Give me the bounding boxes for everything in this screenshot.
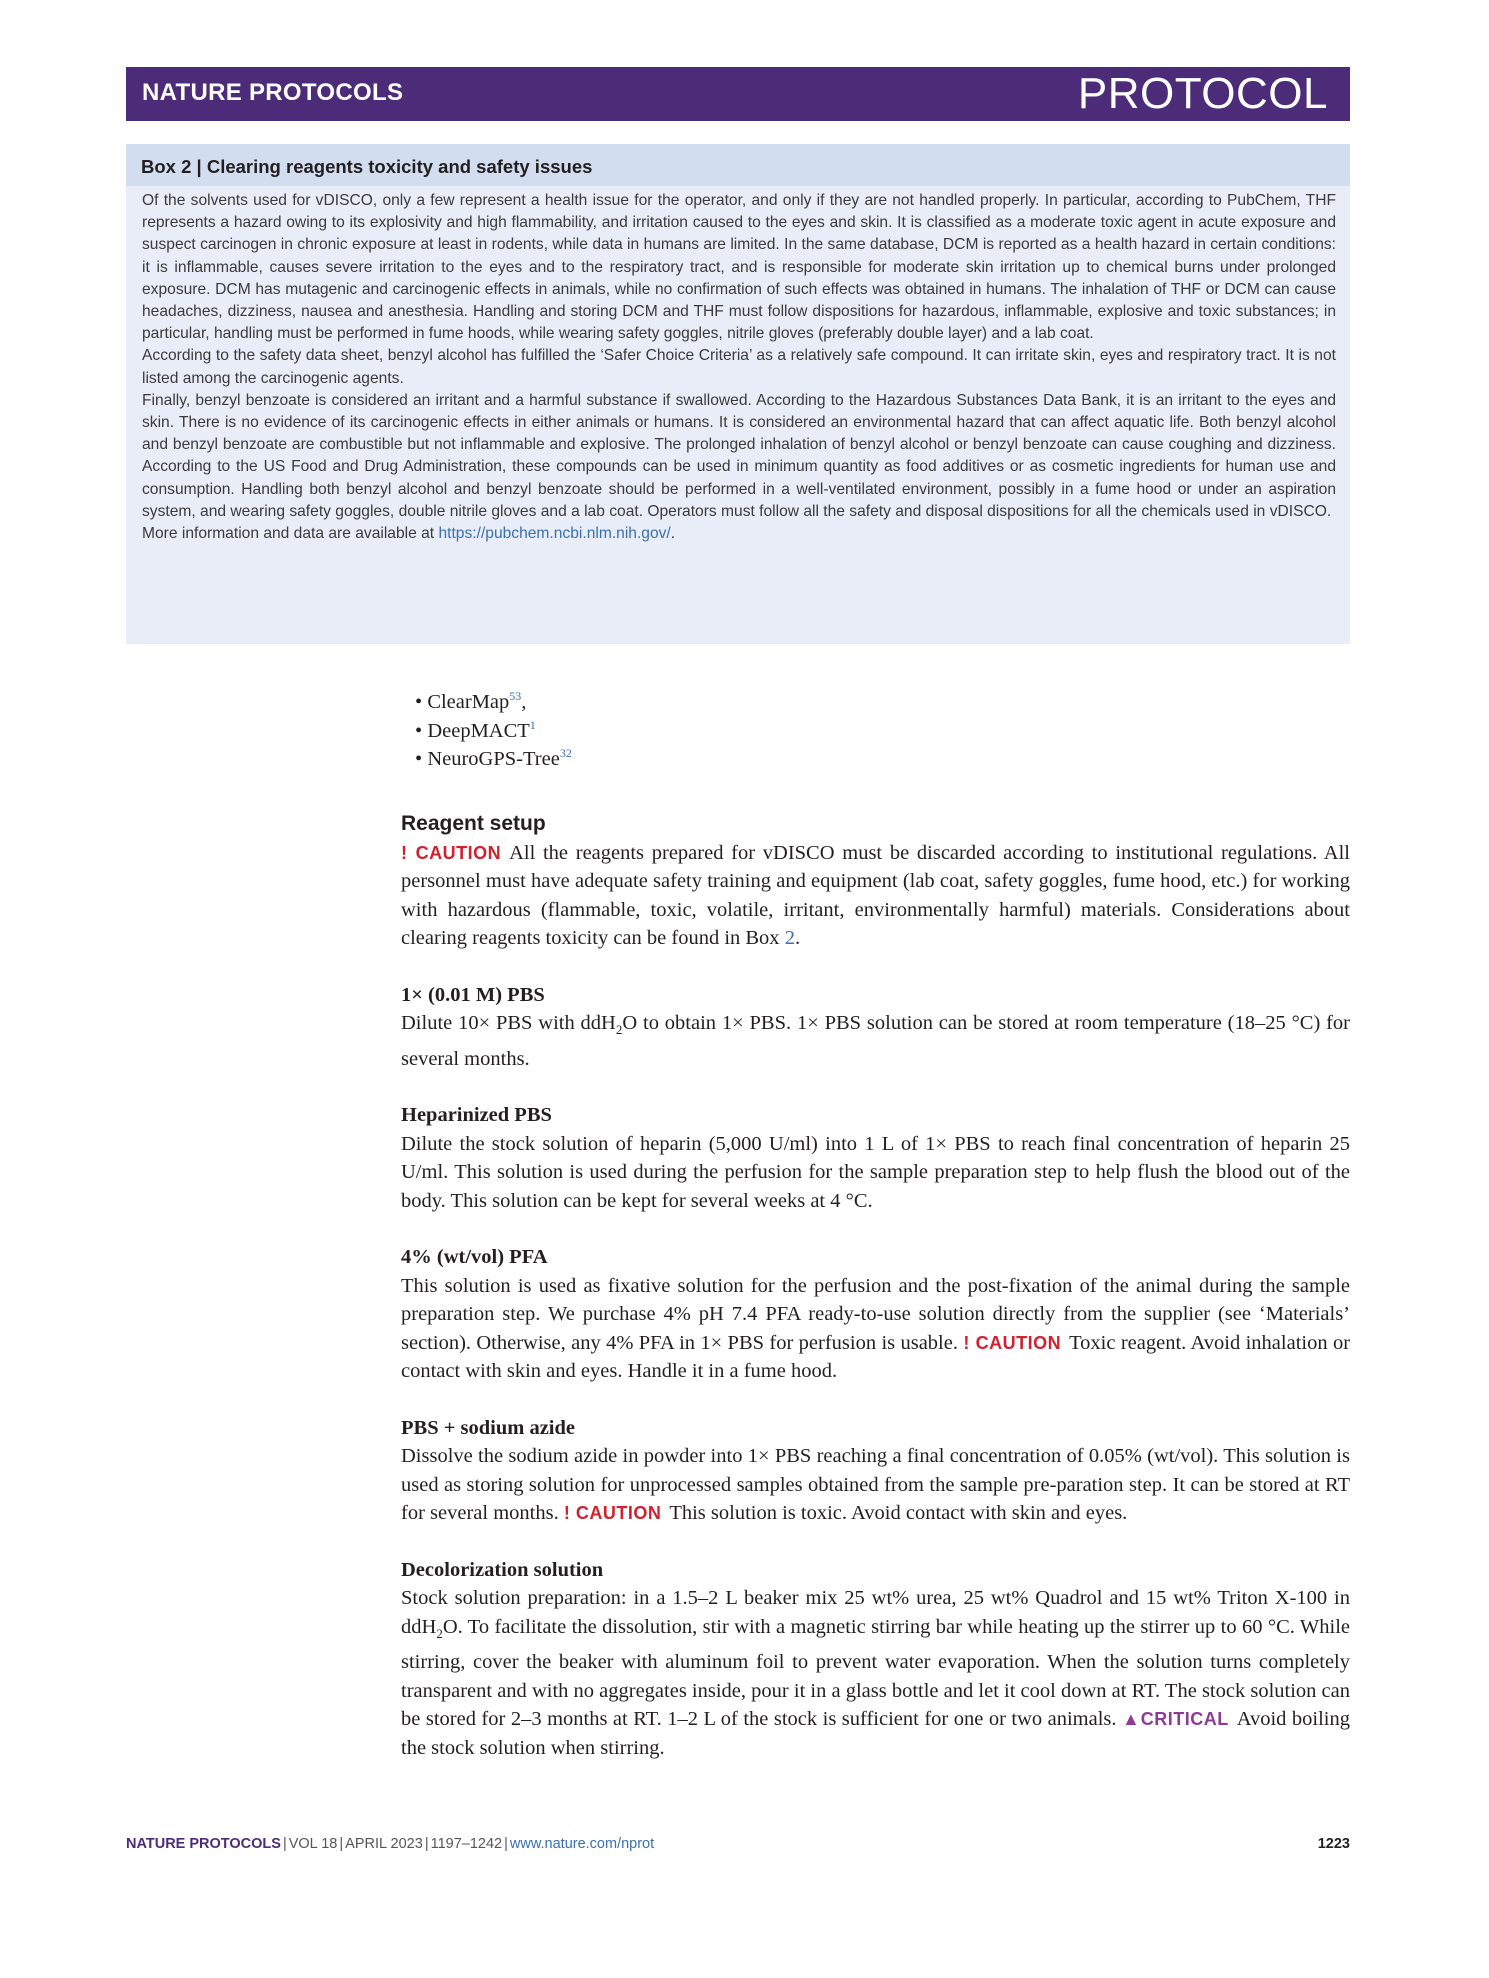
caution-label: ! CAUTION [401, 842, 502, 863]
reagent-title: Heparinized PBS [401, 1104, 552, 1127]
caution-label: ! CAUTION [563, 1503, 662, 1524]
list-item [415, 745, 1350, 774]
reagent-text-part: Dilute 10× PBS with ddH [401, 1012, 616, 1034]
box-paragraph: Of the solvents used for vDISCO, only a few represent a health issue for the operator, and only if they are not handled properly. In particular, according to PubChem, THF represents a hazard owing to its explosivity and high flammability, and irritation caused to the eyes and skin. It is classified as a moderate toxic agent in acute exposure and suspect carcinogen in chronic exposure at least in rodents, while data in humans are limited. In the same database, DCM is reported as a health hazard in certain conditions: it is inflammable, causes severe irritation to the eyes and to the respiratory tract, and is responsible for moderate skin irritation up to chemical burns under prolonged exposure. DCM has mutagenic and carcinogenic effects in animals, while no confirmation of such effects was obtained in humans. The inhalation of THF or DCM can cause headaches, dizziness, nausea and anesthesia. Handling and storing DCM and THF must follow dispositions for hazardous, inflammable, explosive and toxic substances; in particular, handling must be performed in fume hoods, while wearing safety goggles, nitrile gloves (preferably double layer) and a lab coat. [142, 192, 1336, 343]
list-punctuation: , [521, 691, 527, 713]
reagent-title: 1× (0.01 M) PBS [401, 983, 545, 1006]
software-name: ClearMap [427, 691, 510, 713]
caution-label: ! CAUTION [963, 1332, 1062, 1353]
article-type: PROTOCOL [1077, 69, 1328, 118]
list-item [415, 688, 1350, 717]
reagent-intro [401, 839, 1350, 953]
footer-url-link[interactable]: www.nature.com/nprot [509, 1836, 655, 1852]
caution-text: Toxic reagent. Avoid inhalation or contact with skin and eyes. Handle it in a fume hood. [401, 1331, 1351, 1383]
footer-separator: | [424, 1836, 429, 1852]
reagent-title: Decolorization solution [401, 1558, 604, 1581]
box-reference-link[interactable]: 2 [784, 927, 795, 949]
reagent-text [401, 1442, 1350, 1528]
reagent-text-part: O to obtain 1× PBS. 1× PBS solution can be stored at room temperature (18–25 °C) for several months. [401, 1012, 1351, 1070]
reagent-text-part: This solution is used as fixative solution for the perfusion and the post-fixation of the animal during the sample preparation step. We purchase 4% pH 7.4 PFA ready-to-use solution directly from the supplier (see ‘Materials’ section). Otherwise, any 4% PFA in 1× PBS for perfusion is usable. [401, 1274, 1350, 1354]
reagent-title: PBS + sodium azide [401, 1416, 575, 1439]
reagent-text-part: O. To facilitate the dissolution, stir with a magnetic stirring bar while heating up the stirrer up to 60 °C. While stirring, cover the beaker with aluminum foil to prevent water evaporation. When the solution turns completely transparent and with no aggregates inside, pour it in a glass bottle and let it cool down at RT. The stock solution can be stored for 2–3 months at RT. 1–2 L of the stock is sufficient for one or two animals. [401, 1615, 1350, 1731]
footer-volume: VOL 18 [288, 1836, 338, 1852]
caution-text: This solution is toxic. Avoid contact with skin and eyes. [669, 1502, 1128, 1525]
reagent-text [401, 1584, 1350, 1762]
reference-link[interactable]: 1 [529, 717, 536, 732]
reagent-intro-text: All the reagents prepared for vDISCO must be discarded according to institutional regulations. All personnel must have adequate safety training and equipment (lab coat, safety goggles, fume hood, etc.) for working with hazardous (flammable, toxic, volatile, irritant, environmentally harmful) materials. Considerations about clearing reagents toxicity can be found in Box [401, 841, 1350, 949]
reagent-text [401, 1272, 1350, 1386]
reagent-text [401, 1009, 1350, 1073]
reagent-text-part: Dissolve the sodium azide in powder into 1× PBS reaching a final concentration of 0.05% (wt/vol). This solution is used as storing solution for unprocessed samples obtained from the sample pre-paration step. It can be stored at RT for several months. [401, 1445, 1350, 1525]
journal-header-bar [126, 67, 1350, 121]
footer-separator: | [504, 1836, 508, 1852]
box-title: Box 2 | Clearing reagents toxicity and safety issues [141, 156, 593, 177]
box-paragraph: Finally, benzyl benzoate is considered an irritant and a harmful substance if swallowed. According to the Hazardous Substances Data Bank, it is an irritant to the eyes and skin. There is no evidence of its carcinogenic effects in either animals or humans. It is considered an environmental hazard that can affect aquatic life. Both benzyl alcohol and benzyl benzoate are combustible but not inflammable and explosive. The prolonged inhalation of benzyl alcohol or benzyl benzoate can cause coughing and dizziness. According to the US Food and Drug Administration, these compounds can be used in minimum quantity as food additives or as cosmetic ingredients for human use and consumption. Handling both benzyl alcohol and benzyl benzoate should be performed in a well-ventilated environment, possibly in a fume hood or under an aspiration system, and wearing safety goggles, double nitrile gloves and a lab coat. Operators must follow all the safety and disposal dispositions for all the chemicals used in vDISCO. [142, 391, 1336, 520]
reagent-pbs [401, 981, 1350, 1074]
bullet: • [415, 691, 423, 713]
page-number: 1223 [1317, 1836, 1350, 1852]
footer-separator: | [339, 1836, 344, 1852]
reagent-heparinized-pbs [401, 1101, 1350, 1215]
reference-link[interactable]: 32 [559, 746, 572, 761]
footer-separator: | [282, 1836, 287, 1852]
software-list [401, 688, 1350, 774]
main-text-column [401, 688, 1350, 1762]
reagent-intro-end: . [794, 927, 801, 949]
box-paragraph: According to the safety data sheet, benzyl alcohol has fulfilled the ‘Safer Choice Criteria’ as a relatively safe compound. It can irritate skin, eyes and respiratory tract. It is not listed among the carcinogenic agents. [142, 347, 1336, 387]
box-2-safety [126, 144, 1350, 644]
box-title-bar [126, 144, 1350, 186]
software-name: NeuroGPS-Tree [427, 748, 560, 770]
reagent-decolorization [401, 1556, 1350, 1763]
list-item [415, 717, 1350, 746]
footer-pages: 1197–1242 [430, 1836, 503, 1852]
section-heading: Reagent setup [401, 811, 546, 835]
critical-text: Avoid boiling the stock solution when stirring. [401, 1708, 1350, 1759]
pubchem-link[interactable]: https://pubchem.ncbi.nlm.nih.gov/ [438, 525, 671, 543]
box-paragraph-end: . [670, 525, 676, 543]
bullet: • [415, 719, 423, 742]
reagent-text-part: Stock solution preparation: in a 1.5–2 L beaker mix 25 wt% urea, 25 wt% Quadrol and 15 wt% Triton X-100 in ddH [401, 1587, 1350, 1638]
box-paragraph-text: More information and data are available at [142, 525, 439, 543]
subscript: 2 [615, 1022, 623, 1038]
reference-link[interactable]: 53 [509, 689, 522, 704]
bullet: • [415, 748, 423, 770]
subscript: 2 [436, 1625, 443, 1641]
reagent-text: Dilute the stock solution of heparin (5,000 U/ml) into 1 L of 1× PBS to reach final concentration of heparin 25 U/ml. This solution is used during the perfusion for the sample preparation step to help flush the blood out of the body. This solution can be kept for several weeks at 4 °C. [401, 1132, 1350, 1212]
software-name: DeepMACT [427, 719, 530, 742]
journal-name: NATURE PROTOCOLS [142, 79, 404, 106]
footer-journal: NATURE PROTOCOLS [126, 1836, 281, 1852]
footer-date: APRIL 2023 [345, 1836, 423, 1852]
page-footer [126, 1836, 1350, 1852]
reagent-pfa [401, 1243, 1350, 1386]
reagent-sodium-azide [401, 1414, 1350, 1528]
reagent-title: 4% (wt/vol) PFA [401, 1246, 548, 1269]
box-paragraph [142, 523, 1336, 545]
critical-label: ▲CRITICAL [1122, 1709, 1229, 1730]
box-body [142, 190, 1336, 545]
